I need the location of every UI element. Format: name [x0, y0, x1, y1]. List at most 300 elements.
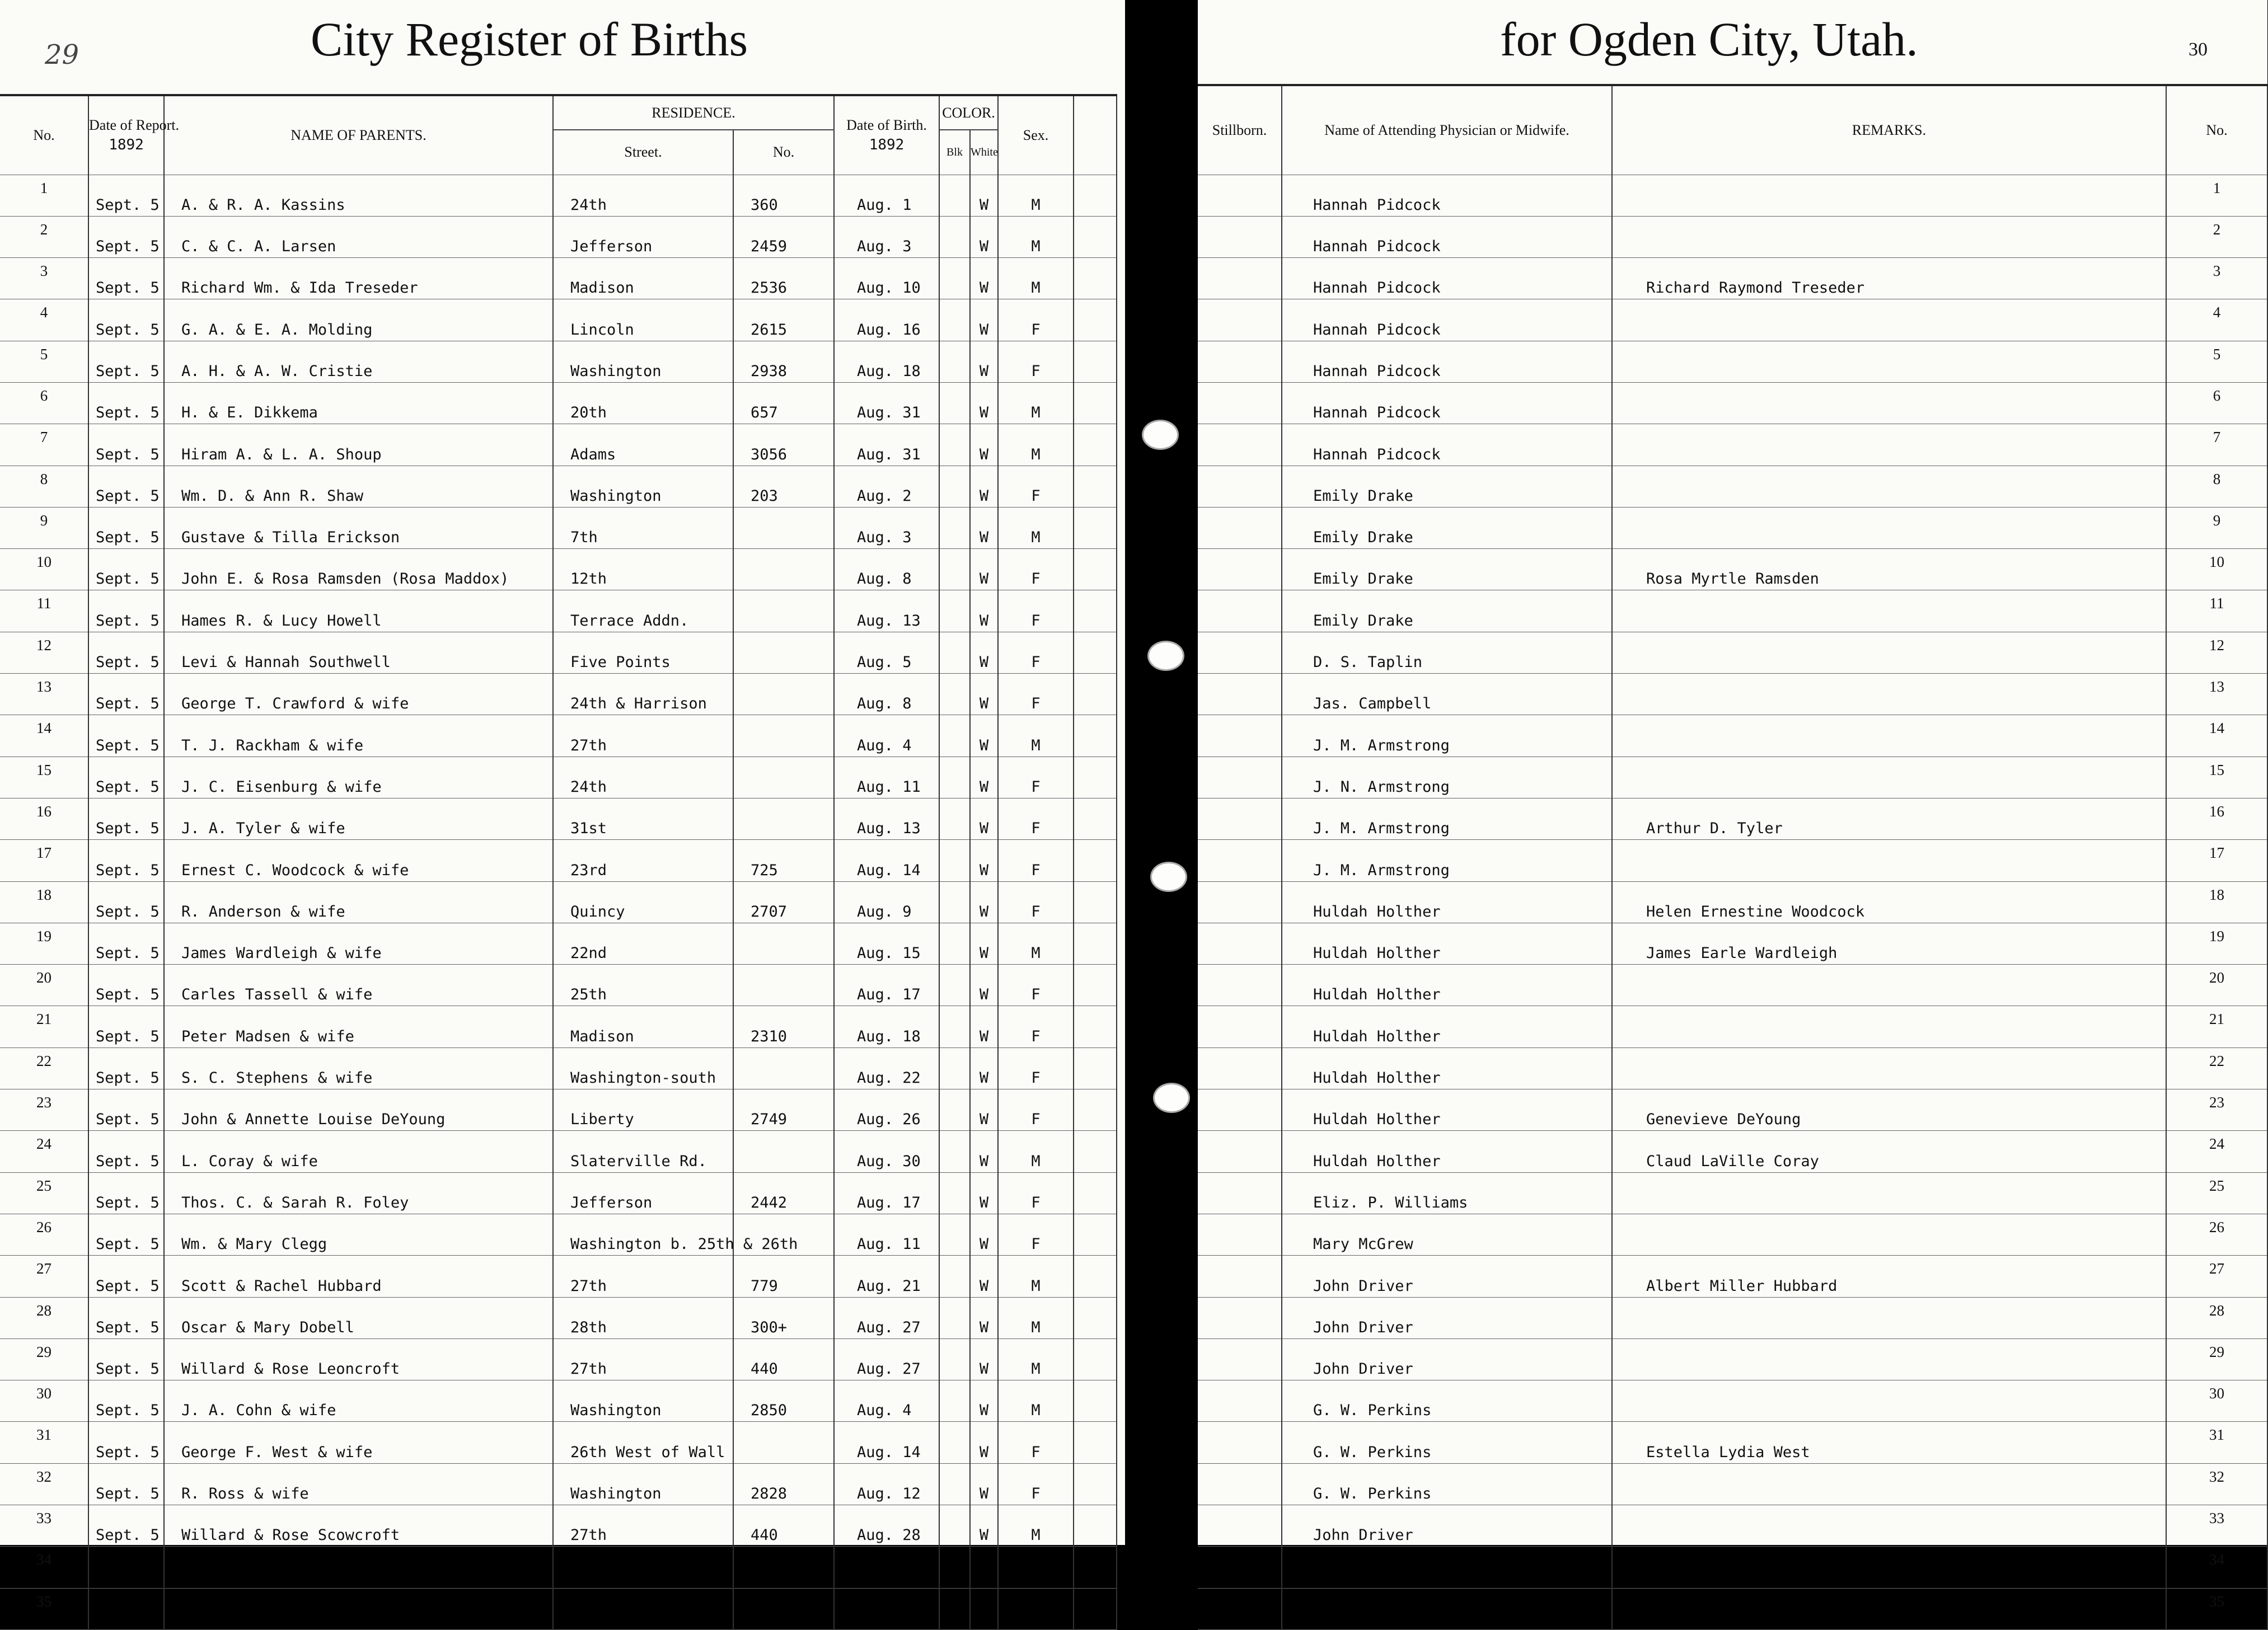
register-row: [0, 632, 1117, 673]
color-blk: [939, 840, 970, 881]
sex: F: [998, 965, 1074, 1006]
physician-name: J. N. Armstrong: [1282, 757, 1612, 798]
row-number: 20: [2166, 965, 2267, 1006]
physician-name: Huldah Holther: [1282, 923, 1612, 964]
col-header-right-no: No.: [2166, 85, 2267, 175]
row-number: 32: [2166, 1463, 2267, 1505]
register-row: [0, 507, 1117, 548]
color-white: [970, 1588, 998, 1629]
register-row: [1198, 507, 2267, 548]
parents-name: John E. & Rosa Ramsden (Rosa Maddox): [164, 549, 553, 590]
parents-name: A. & R. A. Kassins: [164, 175, 553, 216]
report-date: Sept. 5: [88, 1463, 164, 1505]
row-number: 5: [2166, 341, 2267, 382]
register-row: [0, 1380, 1117, 1422]
register-row: [1198, 382, 2267, 424]
remarks: James Earle Wardleigh: [1612, 923, 2166, 964]
birth-date: Aug. 12: [834, 1463, 939, 1505]
color-blk: [939, 1422, 970, 1463]
residence-number: [733, 549, 834, 590]
row-number: 11: [0, 590, 88, 632]
birth-date: Aug. 22: [834, 1047, 939, 1089]
register-row: [1198, 674, 2267, 715]
blank-cell: [1074, 1505, 1117, 1547]
physician-name: Huldah Holther: [1282, 1047, 1612, 1089]
row-number: 1: [0, 175, 88, 216]
blank-cell: [1074, 1463, 1117, 1505]
remarks: [1612, 1588, 2166, 1629]
stillborn: [1198, 757, 1282, 798]
color-blk: [939, 632, 970, 673]
parents-name: R. Anderson & wife: [164, 881, 553, 923]
blank-cell: [1074, 1006, 1117, 1047]
report-date: Sept. 5: [88, 1297, 164, 1338]
residence-street: [553, 1547, 733, 1588]
register-row: [0, 1047, 1117, 1089]
row-number: 19: [0, 923, 88, 964]
row-number: 30: [2166, 1380, 2267, 1422]
color-blk: [939, 1297, 970, 1338]
report-date: Sept. 5: [88, 1047, 164, 1089]
births-table-right: [1198, 84, 2268, 1630]
color-white: W: [970, 1089, 998, 1131]
birth-date: Aug. 1: [834, 175, 939, 216]
parents-name: S. C. Stephens & wife: [164, 1047, 553, 1089]
parents-name: J. A. Tyler & wife: [164, 798, 553, 839]
register-row: [1198, 923, 2267, 964]
residence-street: Adams: [553, 424, 733, 466]
birth-date: Aug. 4: [834, 1380, 939, 1422]
register-row: [0, 1505, 1117, 1547]
sex: F: [998, 341, 1074, 382]
report-date: [88, 1547, 164, 1588]
register-row: [0, 424, 1117, 466]
register-row: [0, 757, 1117, 798]
birth-date: Aug. 5: [834, 632, 939, 673]
remarks: [1612, 590, 2166, 632]
residence-street: Washington: [553, 1463, 733, 1505]
row-number: 7: [0, 424, 88, 466]
sex: [998, 1547, 1074, 1588]
remarks: [1612, 1214, 2166, 1255]
residence-number: 2536: [733, 258, 834, 299]
color-white: W: [970, 1006, 998, 1047]
report-date: Sept. 5: [88, 549, 164, 590]
color-white: W: [970, 1172, 998, 1214]
sex: F: [998, 840, 1074, 881]
birth-date: Aug. 30: [834, 1131, 939, 1172]
blank-cell: [1074, 715, 1117, 757]
physician-name: G. W. Perkins: [1282, 1463, 1612, 1505]
report-date: Sept. 5: [88, 632, 164, 673]
sex: F: [998, 1463, 1074, 1505]
register-row: [1198, 1006, 2267, 1047]
sex: M: [998, 1297, 1074, 1338]
row-number: 13: [0, 674, 88, 715]
color-white: W: [970, 923, 998, 964]
residence-street: 28th: [553, 1297, 733, 1338]
register-row: [1198, 1547, 2267, 1588]
sex: M: [998, 216, 1074, 257]
births-table-left: [0, 94, 1117, 1630]
birth-date: Aug. 26: [834, 1089, 939, 1131]
parents-name: John & Annette Louise DeYoung: [164, 1089, 553, 1131]
report-date: Sept. 5: [88, 1380, 164, 1422]
row-number: 29: [0, 1338, 88, 1380]
color-white: W: [970, 965, 998, 1006]
row-number: 18: [0, 881, 88, 923]
physician-name: Hannah Pidcock: [1282, 382, 1612, 424]
sex: M: [998, 1256, 1074, 1297]
row-number: 4: [0, 299, 88, 341]
parents-name: [164, 1588, 553, 1629]
residence-street: 23rd: [553, 840, 733, 881]
register-row: [0, 1006, 1117, 1047]
physician-name: John Driver: [1282, 1297, 1612, 1338]
register-row: [1198, 1214, 2267, 1255]
residence-street: Five Points: [553, 632, 733, 673]
color-white: W: [970, 1380, 998, 1422]
col-header-remarks: REMARKS.: [1612, 85, 2166, 175]
color-blk: [939, 1006, 970, 1047]
color-blk: [939, 1214, 970, 1255]
birth-date: Aug. 9: [834, 881, 939, 923]
physician-name: J. M. Armstrong: [1282, 798, 1612, 839]
stillborn: [1198, 1547, 1282, 1588]
row-number: 15: [0, 757, 88, 798]
color-white: [970, 1547, 998, 1588]
color-blk: [939, 1256, 970, 1297]
page-number: 30: [2189, 39, 2208, 60]
blank-cell: [1074, 965, 1117, 1006]
birth-date: Aug. 11: [834, 757, 939, 798]
stillborn: [1198, 1380, 1282, 1422]
row-number: 3: [0, 258, 88, 299]
residence-number: 657: [733, 382, 834, 424]
parents-name: G. A. & E. A. Molding: [164, 299, 553, 341]
stillborn: [1198, 632, 1282, 673]
physician-name: Emily Drake: [1282, 590, 1612, 632]
sex: M: [998, 175, 1074, 216]
register-row: [0, 1089, 1117, 1131]
parents-name: Carles Tassell & wife: [164, 965, 553, 1006]
physician-name: John Driver: [1282, 1338, 1612, 1380]
blank-cell: [1074, 923, 1117, 964]
color-blk: [939, 1172, 970, 1214]
sex: M: [998, 1131, 1074, 1172]
residence-street: 27th: [553, 715, 733, 757]
residence-number: 2938: [733, 341, 834, 382]
row-number: 28: [0, 1297, 88, 1338]
color-blk: [939, 1547, 970, 1588]
color-blk: [939, 1089, 970, 1131]
residence-street: Washington: [553, 466, 733, 507]
register-title-continued: for Ogden City, Utah.: [1500, 12, 1918, 66]
remarks: Helen Ernestine Woodcock: [1612, 881, 2166, 923]
row-number: 4: [2166, 299, 2267, 341]
row-number: 24: [2166, 1131, 2267, 1172]
residence-street: Lincoln: [553, 299, 733, 341]
register-row: [0, 1297, 1117, 1338]
report-date: Sept. 5: [88, 382, 164, 424]
blank-cell: [1074, 424, 1117, 466]
residence-street: [553, 1588, 733, 1629]
remarks: Claud LaVille Coray: [1612, 1131, 2166, 1172]
row-number: 23: [2166, 1089, 2267, 1131]
parents-name: George F. West & wife: [164, 1422, 553, 1463]
color-blk: [939, 715, 970, 757]
blank-cell: [1074, 1588, 1117, 1629]
stillborn: [1198, 216, 1282, 257]
sex: F: [998, 798, 1074, 839]
register-row: [0, 1588, 1117, 1629]
residence-street: Washington-south: [553, 1047, 733, 1089]
blank-cell: [1074, 299, 1117, 341]
row-number: 19: [2166, 923, 2267, 964]
sex: F: [998, 299, 1074, 341]
color-white: W: [970, 1214, 998, 1255]
row-number: 16: [2166, 798, 2267, 839]
residence-number: 203: [733, 466, 834, 507]
remarks: [1612, 1297, 2166, 1338]
birth-date: Aug. 3: [834, 216, 939, 257]
stillborn: [1198, 1172, 1282, 1214]
col-header-street: Street.: [553, 130, 733, 175]
physician-name: Hannah Pidcock: [1282, 175, 1612, 216]
birth-date: Aug. 13: [834, 798, 939, 839]
parents-name: Wm. D. & Ann R. Shaw: [164, 466, 553, 507]
register-row: [0, 590, 1117, 632]
birth-date: [834, 1588, 939, 1629]
remarks: Arthur D. Tyler: [1612, 798, 2166, 839]
remarks: [1612, 1505, 2166, 1547]
row-number: 20: [0, 965, 88, 1006]
report-date: Sept. 5: [88, 757, 164, 798]
color-white: W: [970, 674, 998, 715]
physician-name: Emily Drake: [1282, 466, 1612, 507]
physician-name: D. S. Taplin: [1282, 632, 1612, 673]
blank-cell: [1074, 798, 1117, 839]
row-number: 8: [2166, 466, 2267, 507]
blank-cell: [1074, 1297, 1117, 1338]
row-number: 10: [0, 549, 88, 590]
sex: M: [998, 1338, 1074, 1380]
color-white: W: [970, 798, 998, 839]
stillborn: [1198, 424, 1282, 466]
residence-number: 2850: [733, 1380, 834, 1422]
register-row: [0, 1463, 1117, 1505]
residence-street: Jefferson: [553, 1172, 733, 1214]
register-row: [1198, 965, 2267, 1006]
row-number: 25: [0, 1172, 88, 1214]
register-row: [0, 175, 1117, 216]
row-number: 29: [2166, 1338, 2267, 1380]
register-row: [1198, 549, 2267, 590]
parents-name: Peter Madsen & wife: [164, 1006, 553, 1047]
color-blk: [939, 507, 970, 548]
stillborn: [1198, 466, 1282, 507]
blank-cell: [1074, 1131, 1117, 1172]
report-date: Sept. 5: [88, 881, 164, 923]
register-row: [0, 549, 1117, 590]
birth-date: Aug. 11: [834, 1214, 939, 1255]
register-row: [0, 965, 1117, 1006]
residence-number: [733, 1131, 834, 1172]
col-header-residence: RESIDENCE.: [553, 95, 834, 130]
parents-name: T. J. Rackham & wife: [164, 715, 553, 757]
color-blk: [939, 299, 970, 341]
residence-number: [733, 923, 834, 964]
parents-name: Levi & Hannah Southwell: [164, 632, 553, 673]
sex: F: [998, 1172, 1074, 1214]
binder-hole: [1150, 862, 1187, 892]
color-white: W: [970, 1463, 998, 1505]
stillborn: [1198, 175, 1282, 216]
register-row: [1198, 1422, 2267, 1463]
stillborn: [1198, 1463, 1282, 1505]
register-row: [0, 1214, 1117, 1255]
physician-name: Emily Drake: [1282, 549, 1612, 590]
report-date: [88, 1588, 164, 1629]
row-number: 10: [2166, 549, 2267, 590]
residence-number: [733, 632, 834, 673]
residence-street: Washington: [553, 1380, 733, 1422]
row-number: 22: [0, 1047, 88, 1089]
residence-number: [733, 1422, 834, 1463]
color-white: W: [970, 507, 998, 548]
register-row: [0, 466, 1117, 507]
physician-name: Eliz. P. Williams: [1282, 1172, 1612, 1214]
binder-hole: [1147, 641, 1184, 671]
parents-name: J. C. Eisenburg & wife: [164, 757, 553, 798]
remarks: [1612, 757, 2166, 798]
report-date: Sept. 5: [88, 923, 164, 964]
register-row: [0, 923, 1117, 964]
row-number: 35: [0, 1588, 88, 1629]
row-number: 7: [2166, 424, 2267, 466]
residence-number: [733, 590, 834, 632]
remarks: [1612, 466, 2166, 507]
row-number: 14: [2166, 715, 2267, 757]
parents-name: George T. Crawford & wife: [164, 674, 553, 715]
color-blk: [939, 175, 970, 216]
blank-cell: [1074, 632, 1117, 673]
row-number: 17: [2166, 840, 2267, 881]
register-row: [1198, 881, 2267, 923]
color-blk: [939, 258, 970, 299]
color-white: W: [970, 382, 998, 424]
stillborn: [1198, 1089, 1282, 1131]
parents-name: Oscar & Mary Dobell: [164, 1297, 553, 1338]
color-white: W: [970, 1422, 998, 1463]
register-row: [0, 1422, 1117, 1463]
register-row: [0, 382, 1117, 424]
report-date: Sept. 5: [88, 466, 164, 507]
color-blk: [939, 424, 970, 466]
remarks: [1612, 1006, 2166, 1047]
residence-street: 27th: [553, 1505, 733, 1547]
row-number: 33: [0, 1505, 88, 1547]
sex: M: [998, 382, 1074, 424]
parents-name: [164, 1547, 553, 1588]
register-row: [1198, 466, 2267, 507]
residence-number: 2828: [733, 1463, 834, 1505]
birth-date: Aug. 21: [834, 1256, 939, 1297]
physician-name: John Driver: [1282, 1256, 1612, 1297]
color-white: W: [970, 1297, 998, 1338]
residence-street: 20th: [553, 382, 733, 424]
physician-name: Huldah Holther: [1282, 881, 1612, 923]
physician-name: [1282, 1547, 1612, 1588]
birth-date: Aug. 8: [834, 549, 939, 590]
color-blk: [939, 1131, 970, 1172]
report-date: Sept. 5: [88, 674, 164, 715]
residence-number: [733, 1047, 834, 1089]
report-date: Sept. 5: [88, 840, 164, 881]
sex: F: [998, 881, 1074, 923]
sex: M: [998, 1505, 1074, 1547]
parents-name: L. Coray & wife: [164, 1131, 553, 1172]
row-number: 30: [0, 1380, 88, 1422]
residence-street: 27th: [553, 1256, 733, 1297]
physician-name: Hannah Pidcock: [1282, 258, 1612, 299]
row-number: 32: [0, 1463, 88, 1505]
register-row: [1198, 1338, 2267, 1380]
report-date: Sept. 5: [88, 258, 164, 299]
color-blk: [939, 466, 970, 507]
physician-name: Hannah Pidcock: [1282, 424, 1612, 466]
sex: F: [998, 466, 1074, 507]
row-number: 6: [0, 382, 88, 424]
residence-street: Washington b. 25th & 26th: [553, 1214, 733, 1255]
parents-name: J. A. Cohn & wife: [164, 1380, 553, 1422]
blank-cell: [1074, 1338, 1117, 1380]
sex: F: [998, 590, 1074, 632]
physician-name: G. W. Perkins: [1282, 1422, 1612, 1463]
report-date: Sept. 5: [88, 1422, 164, 1463]
residence-number: [733, 1547, 834, 1588]
residence-street: Madison: [553, 258, 733, 299]
register-row: [1198, 840, 2267, 881]
color-blk: [939, 965, 970, 1006]
stillborn: [1198, 881, 1282, 923]
row-number: 15: [2166, 757, 2267, 798]
stillborn: [1198, 965, 1282, 1006]
report-date: Sept. 5: [88, 715, 164, 757]
stillborn: [1198, 1006, 1282, 1047]
row-number: 9: [2166, 507, 2267, 548]
physician-name: Huldah Holther: [1282, 1089, 1612, 1131]
remarks: Rosa Myrtle Ramsden: [1612, 549, 2166, 590]
residence-street: 25th: [553, 965, 733, 1006]
residence-number: 360: [733, 175, 834, 216]
report-date: Sept. 5: [88, 965, 164, 1006]
birth-date: Aug. 17: [834, 965, 939, 1006]
register-row: [1198, 1089, 2267, 1131]
row-number: 34: [2166, 1547, 2267, 1588]
color-blk: [939, 1463, 970, 1505]
register-row: [1198, 299, 2267, 341]
blank-cell: [1074, 757, 1117, 798]
birth-date: Aug. 2: [834, 466, 939, 507]
binder-hole: [1153, 1083, 1190, 1113]
birth-date: Aug. 31: [834, 424, 939, 466]
birth-date: Aug. 18: [834, 1006, 939, 1047]
blank-cell: [1074, 840, 1117, 881]
residence-number: 2615: [733, 299, 834, 341]
stillborn: [1198, 1131, 1282, 1172]
report-date: Sept. 5: [88, 1256, 164, 1297]
